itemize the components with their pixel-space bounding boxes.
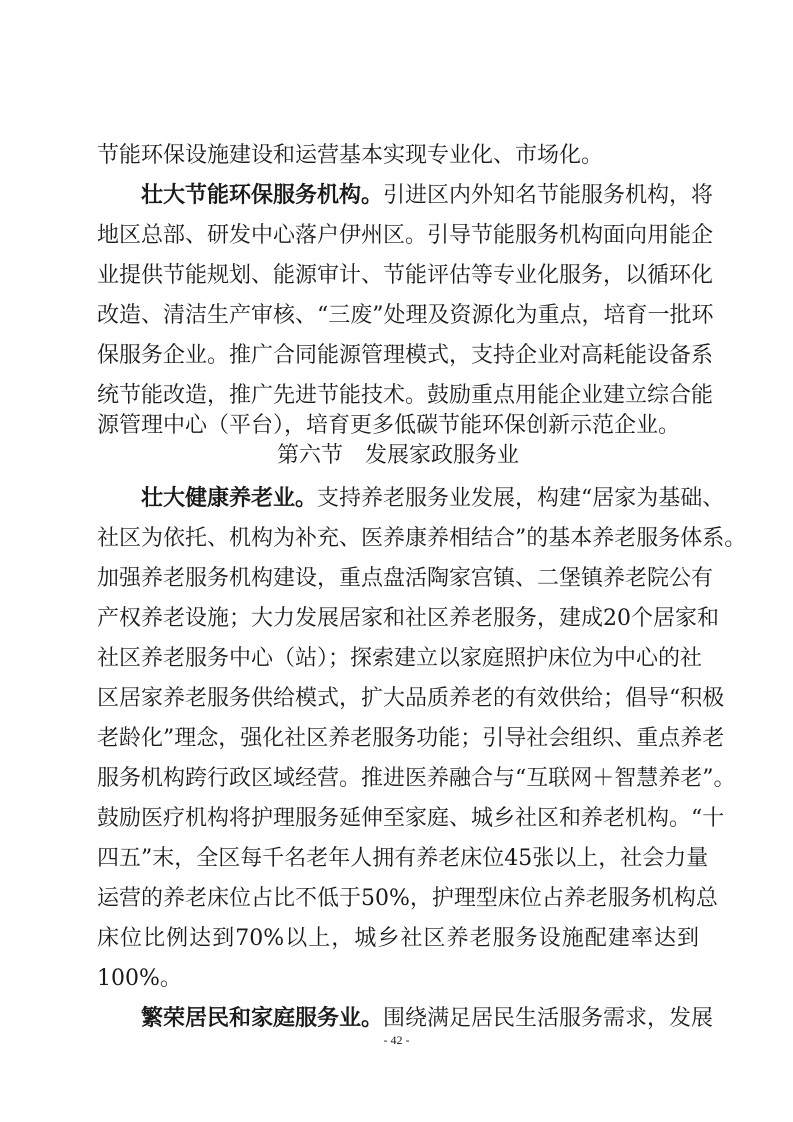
body-text-line: 地区总部、研发中心落户伊州区。引导节能服务机构面向用能企: [97, 223, 714, 248]
body-text: 引进区内外知名节能服务机构，将: [383, 183, 714, 208]
body-text-line: 业提供节能规划、能源审计、节能评估等专业化服务，以循环化: [97, 263, 714, 288]
body-text-line: 老龄化”理念，强化社区养老服务功能；引导社会组织、重点养老: [97, 726, 725, 751]
body-text-line: 保服务企业。推广合同能源管理模式，支持企业对高耗能设备系: [97, 343, 714, 368]
paragraph-lead-title: 繁荣居民和家庭服务业。: [141, 1006, 384, 1031]
body-text-line: 社区为依托、机构为补充、医养康养相结合”的基本养老服务体系。: [97, 526, 747, 551]
body-text-line: 统节能改造，推广先进节能技术。鼓励重点用能企业建立综合能: [97, 383, 714, 408]
body-text: 支持养老服务业发展，构建“居家为基础、: [317, 486, 725, 511]
page-number: - 42 -: [383, 1033, 410, 1047]
body-text-line: 鼓励医疗机构将护理服务延伸至家庭、城乡社区和养老机构。“十: [97, 806, 725, 831]
body-text-line: 改造、清洁生产审核、“三废”处理及资源化为重点，培育一批环: [97, 303, 714, 328]
body-text-line: 床位比例达到70%以上，城乡社区养老服务设施配建率达到: [97, 926, 699, 951]
body-text-line: 源管理中心（平台），培育更多低碳节能环保创新示范企业。: [97, 413, 681, 438]
section-heading: 第六节 发展家政服务业: [276, 443, 519, 468]
body-text-line: 运营的养老床位占比不低于50%，护理型床位占养老服务机构总: [97, 886, 718, 911]
body-text-line: 加强养老服务机构建设，重点盘活陶家宫镇、二堡镇养老院公有: [97, 566, 714, 591]
paragraph-first-line: [141, 484, 725, 514]
body-text-line: 产权养老设施；大力发展居家和社区养老服务，建成20个居家和: [97, 606, 719, 631]
paragraph-lead-title: 壮大节能环保服务机构。: [141, 183, 384, 208]
paragraph-first-line: [141, 1004, 714, 1034]
body-text-line: 社区养老服务中心（站）；探索建立以家庭照护床位为中心的社: [97, 646, 703, 671]
paragraph-lead-title: 壮大健康养老业。: [141, 486, 318, 511]
body-text: 围绕满足居民生活服务需求，发展: [383, 1006, 714, 1031]
body-text-line: 区居家养老服务供给模式，扩大品质养老的有效供给；倡导“积极: [97, 686, 725, 711]
body-text-line: 100%。: [97, 966, 182, 991]
body-text-line: 四五”末，全区每千名老年人拥有养老床位45张以上，社会力量: [97, 846, 709, 871]
body-text-line: 节能环保设施建设和运营基本实现专业化、市场化。: [97, 143, 604, 168]
paragraph-first-line: [141, 181, 714, 211]
body-text-line: 服务机构跨行政区域经营。推进医养融合与“互联网＋智慧养老”。: [97, 766, 736, 791]
